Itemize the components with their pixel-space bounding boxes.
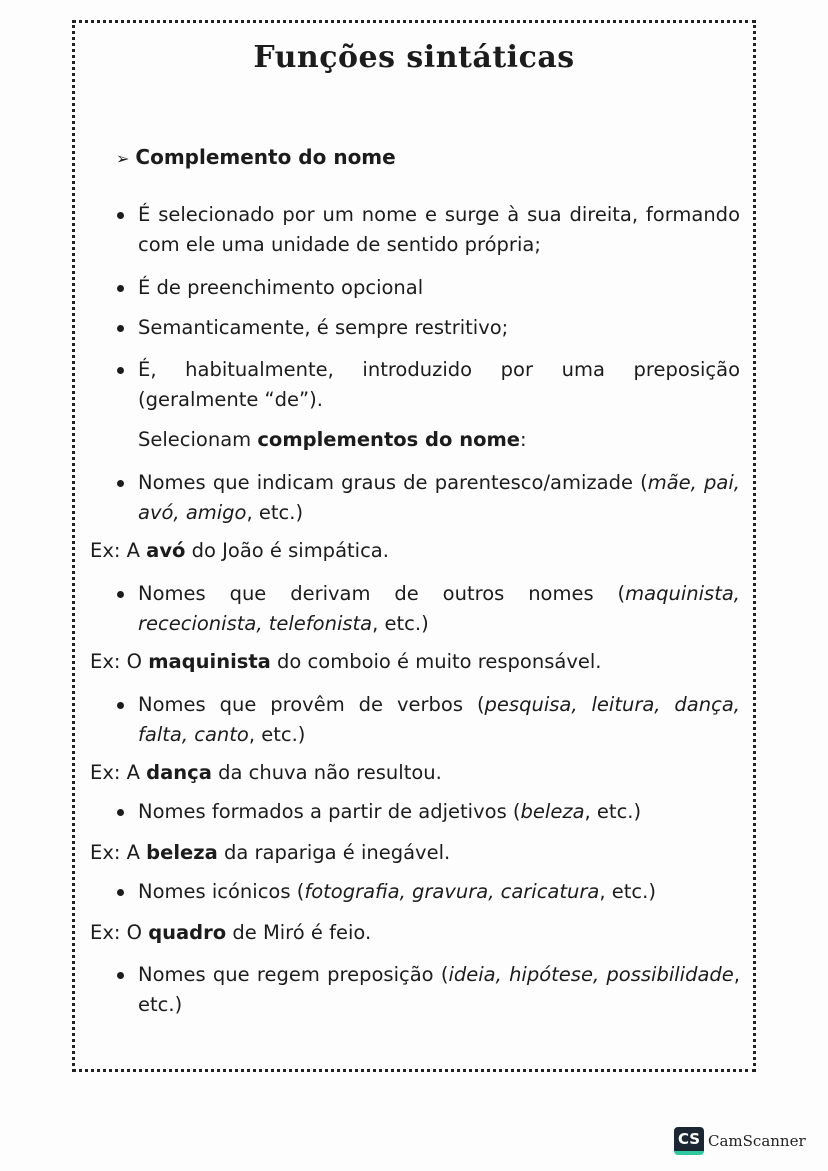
text-segment: Ex: O — [90, 650, 149, 673]
bullet-item — [138, 200, 740, 260]
text-segment: Nomes que provêm de verbos ( — [138, 693, 485, 716]
paragraph — [138, 425, 527, 455]
bullet-item — [138, 468, 740, 528]
bold-text: complementos do nome — [257, 428, 521, 451]
example-sentence — [90, 647, 601, 677]
text-segment: Nomes icónicos ( — [138, 880, 305, 903]
text-segment: Nomes que indicam graus de parentesco/amizade ( — [138, 471, 648, 494]
bullet-item — [138, 579, 740, 639]
text-segment: , etc.) — [599, 880, 656, 903]
bullet-item — [138, 690, 740, 750]
camscanner-watermark — [674, 1127, 806, 1155]
italic-text: mãe, pai, avó, amigo — [138, 471, 740, 524]
bold-text: beleza — [146, 841, 218, 864]
text-segment: , etc.) — [584, 800, 642, 823]
text-segment: : — [520, 428, 527, 451]
bullet-item — [138, 960, 740, 1020]
text-segment: Nomes que derivam de outros nomes ( — [138, 582, 626, 605]
italic-text: fotografia, gravura, caricatura — [304, 880, 600, 903]
text-segment: da rapariga é inegável. — [217, 841, 451, 864]
text-segment: Semanticamente, é sempre restritivo; — [138, 316, 509, 339]
text-segment: de Miró é feio. — [226, 921, 372, 944]
bold-text: maquinista — [148, 650, 271, 673]
arrow-bullet-icon: ➢ — [116, 149, 130, 168]
camscanner-name: CamScanner — [708, 1132, 806, 1150]
section-heading-text: Complemento do nome — [135, 145, 396, 169]
italic-text: beleza — [520, 800, 585, 823]
bold-text: avó — [146, 539, 186, 562]
bold-text: quadro — [148, 921, 227, 944]
bullet-item — [138, 797, 740, 827]
bold-text: dança — [146, 761, 212, 784]
bullet-item — [138, 273, 740, 303]
text-segment: Nomes que regem preposição ( — [138, 963, 449, 986]
text-segment: , etc.) — [248, 723, 306, 746]
text-segment: do João é simpática. — [185, 539, 389, 562]
text-segment: Nomes formados a partir de adjetivos ( — [138, 800, 521, 823]
text-segment: Selecionam — [138, 428, 258, 451]
section-heading — [116, 145, 396, 169]
italic-text: maquinista, rececionista, telefonista — [138, 582, 740, 635]
page-title: Funções sintáticas — [253, 40, 575, 75]
text-segment: , etc.) — [246, 501, 304, 524]
text-segment: É selecionado por um nome e surge à sua direita, formando com ele uma unidade de sentido própria; — [138, 203, 740, 256]
bullet-item — [138, 877, 740, 907]
text-segment: É de preenchimento opcional — [138, 276, 424, 299]
text-segment: Ex: O — [90, 921, 149, 944]
example-sentence — [90, 758, 442, 788]
text-segment: É, habitualmente, introduzido por uma preposição (geralmente “de”). — [138, 358, 740, 411]
bullet-item — [138, 355, 740, 415]
text-segment: Ex: A — [90, 539, 147, 562]
example-sentence — [90, 918, 371, 948]
text-segment: da chuva não resultou. — [211, 761, 442, 784]
camscanner-logo-icon: CS — [674, 1127, 704, 1155]
italic-text: pesquisa, leitura, dança, falta, canto — [138, 693, 740, 746]
bullet-item — [138, 313, 740, 343]
text-segment: Ex: A — [90, 761, 147, 784]
italic-text: ideia, hipótese, possibilidade — [448, 963, 734, 986]
example-sentence — [90, 536, 389, 566]
text-segment: , etc.) — [138, 963, 740, 1016]
text-segment: Ex: A — [90, 841, 147, 864]
text-segment: do comboio é muito responsável. — [270, 650, 602, 673]
example-sentence — [90, 838, 450, 868]
text-segment: , etc.) — [372, 612, 429, 635]
